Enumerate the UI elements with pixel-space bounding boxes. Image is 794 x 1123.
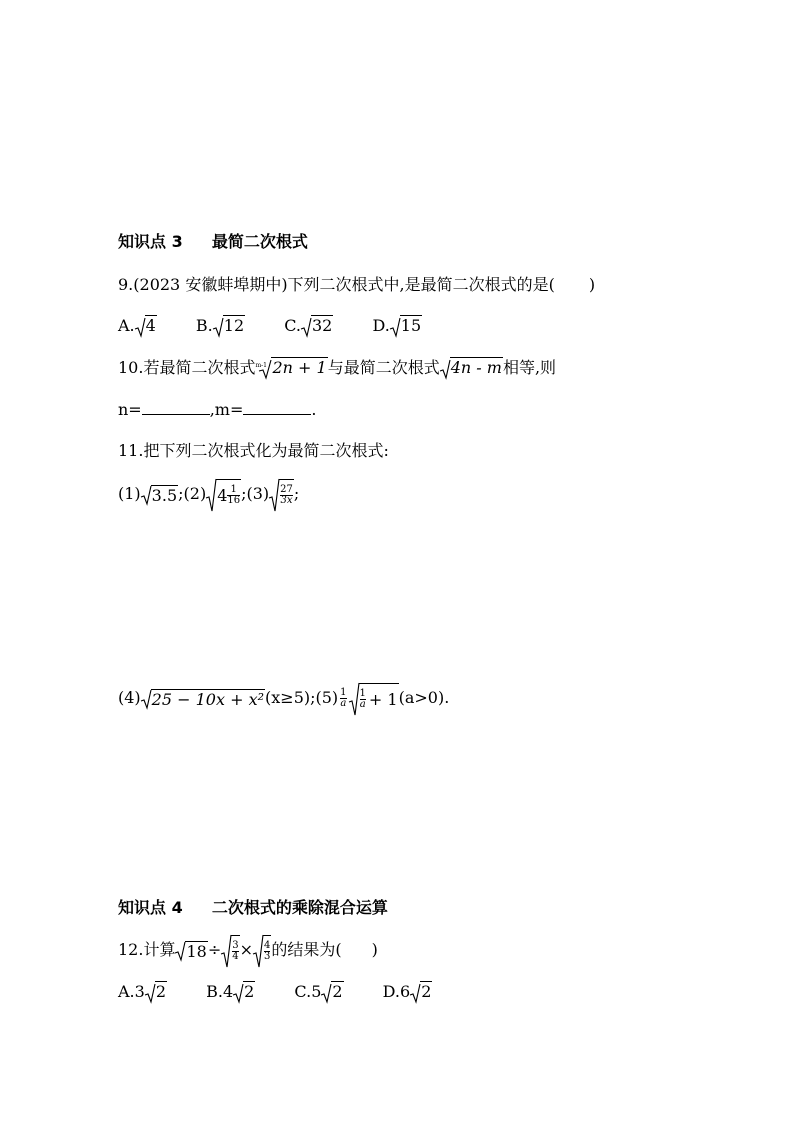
sqrt-expression [145,982,167,1003]
q12-prefix: 12.计算 [118,940,176,959]
root-index: m-1 [255,362,267,370]
radicand: 2 [332,982,343,1002]
divide-sign: ÷ [207,940,222,959]
sqrt-expression [390,316,422,337]
sqrt-expression [233,982,255,1003]
q9-option-c[interactable] [284,316,333,337]
question-12-options [118,982,466,1003]
q10-prefix: 10.若最简二次根式 [118,358,256,377]
radical-sign-icon [390,317,400,337]
q12-suffix: 的结果为( [271,940,342,959]
sqrt-mixed-number [206,477,241,513]
option-letter: A. [118,316,135,335]
radicand: 32 [311,316,333,336]
sqrt-expression [135,316,157,337]
sqrt-expression [141,477,178,513]
denominator: 3x [280,495,293,506]
sqrt-expression [321,982,343,1003]
section-4-title: 二次根式的乘除混合运算 [211,898,388,917]
question-11-parts-1-3 [118,476,299,512]
sqrt-expression [175,933,207,969]
option-letter: B. [206,982,223,1001]
section-3-label: 知识点 3 [118,232,183,251]
numerator: 3 [232,940,239,951]
radicand: 15 [400,316,422,336]
section-4-label: 知识点 4 [118,898,183,917]
radical-sign-icon [253,934,263,968]
option-letter: C. [294,982,312,1001]
radicand: 4 [145,316,156,336]
radicand: 4n - m [450,358,502,378]
radical-sign-icon [269,478,279,512]
sqrt-fraction [221,933,239,969]
radical-sign-icon [221,934,231,968]
radicand: 3.5 [151,485,178,505]
coefficient: 6 [400,982,411,1001]
fraction [227,485,240,506]
option-letter: A. [118,982,135,1001]
q12-close-paren: ) [371,940,378,959]
coefficient: 3 [134,982,145,1001]
sqrt-fraction [269,477,294,513]
denominator: 3 [264,951,271,962]
numerator: 1 [359,688,366,699]
radical-sign-icon [145,983,155,1003]
q12-option-b[interactable] [206,982,255,1003]
option-letter: D. [372,316,390,335]
option-letter: D. [382,982,400,1001]
fraction [232,941,238,962]
section-3-heading [118,232,308,252]
question-10-answers [118,400,316,420]
radical-sign-icon [206,478,216,512]
radical-sign-icon [135,317,145,337]
denominator: a [340,698,347,709]
question-12-stem [118,932,378,968]
radical-sign-icon [349,682,359,716]
option-letter: C. [284,316,301,335]
sqrt-fraction [253,933,271,969]
radicand-tail: + 1 [368,689,398,709]
section-3-title: 最简二次根式 [211,232,308,251]
q9-option-b[interactable] [196,316,245,337]
part-5-condition: (a>0). [398,688,450,707]
denominator: 4 [232,951,239,962]
sqrt-expression [410,982,432,1003]
q10-middle: 与最简二次根式 [327,358,440,377]
sqrt-expression [301,316,333,337]
sqrt-polynomial [141,681,265,717]
radicand: 12 [223,316,245,336]
radical-sign-icon [410,983,420,1003]
q11-stem-text: 11.把下列二次根式化为最简二次根式: [118,441,389,460]
coefficient: 4 [222,982,234,1001]
numerator: 4 [264,940,271,951]
denominator: a [359,699,366,710]
numerator: 27 [280,484,293,495]
q12-option-a[interactable] [118,982,167,1003]
q10-suffix: 相等,则 [502,358,557,377]
numerator: 1 [230,484,237,495]
radicand: 2 [421,982,432,1002]
question-10-stem [118,358,556,379]
fraction [264,941,270,962]
question-9-stem [118,275,595,295]
radicand: 2n + 1 [272,358,327,378]
m-answer-blank[interactable] [243,400,311,415]
sqrt-expression [349,681,399,717]
question-11-parts-4-5 [118,680,449,716]
part-3-end: ; [293,484,300,503]
radical-sign-icon [321,983,331,1003]
coefficient-fraction [340,688,346,709]
part-1-label: (1) [118,484,141,503]
radicand: 2 [155,982,167,1002]
m-label: ,m= [209,400,244,419]
question-9-options [118,316,456,337]
q12-option-d[interactable] [383,982,433,1003]
radicand: 25 − 10x + x² [151,689,265,709]
radical-sign-icon [175,941,185,961]
sqrt-expression [213,316,245,337]
n-label: n= [118,400,142,419]
times-sign: × [239,940,253,959]
q10-end: . [311,400,317,419]
fraction [280,485,293,506]
option-letter: B. [195,316,213,335]
q9-stem-text: 9.(2023 安徽蚌埠期中)下列二次根式中,是最简二次根式的是( [118,275,555,294]
n-answer-blank[interactable] [142,400,210,415]
radical-sign-icon [141,485,151,505]
q12-option-c[interactable] [294,982,343,1003]
radical-sign-icon [440,359,450,379]
radical-sign-icon [141,689,151,709]
q9-option-d[interactable] [372,316,422,337]
part-4-condition: (x≥5);(5) [265,688,339,707]
nth-root-expression [255,358,327,379]
fraction [360,689,366,710]
coefficient: 5 [311,982,322,1001]
radicand: 2 [244,982,255,1002]
section-4-heading [118,898,388,918]
radical-sign-icon [301,317,311,337]
part-3-label: ;(3) [241,484,270,503]
question-11-stem [118,441,389,461]
numerator: 1 [340,687,347,698]
whole-part: 4 [217,485,228,505]
denominator: 16 [227,495,241,506]
part-4-label: (4) [118,688,141,707]
radical-sign-icon [233,983,243,1003]
radicand: 18 [186,941,207,961]
part-2-label: ;(2) [178,484,207,503]
sqrt-expression [440,358,503,379]
q9-option-a[interactable] [118,316,157,337]
radical-sign-icon [213,317,223,337]
q9-close-paren: ) [588,275,596,294]
